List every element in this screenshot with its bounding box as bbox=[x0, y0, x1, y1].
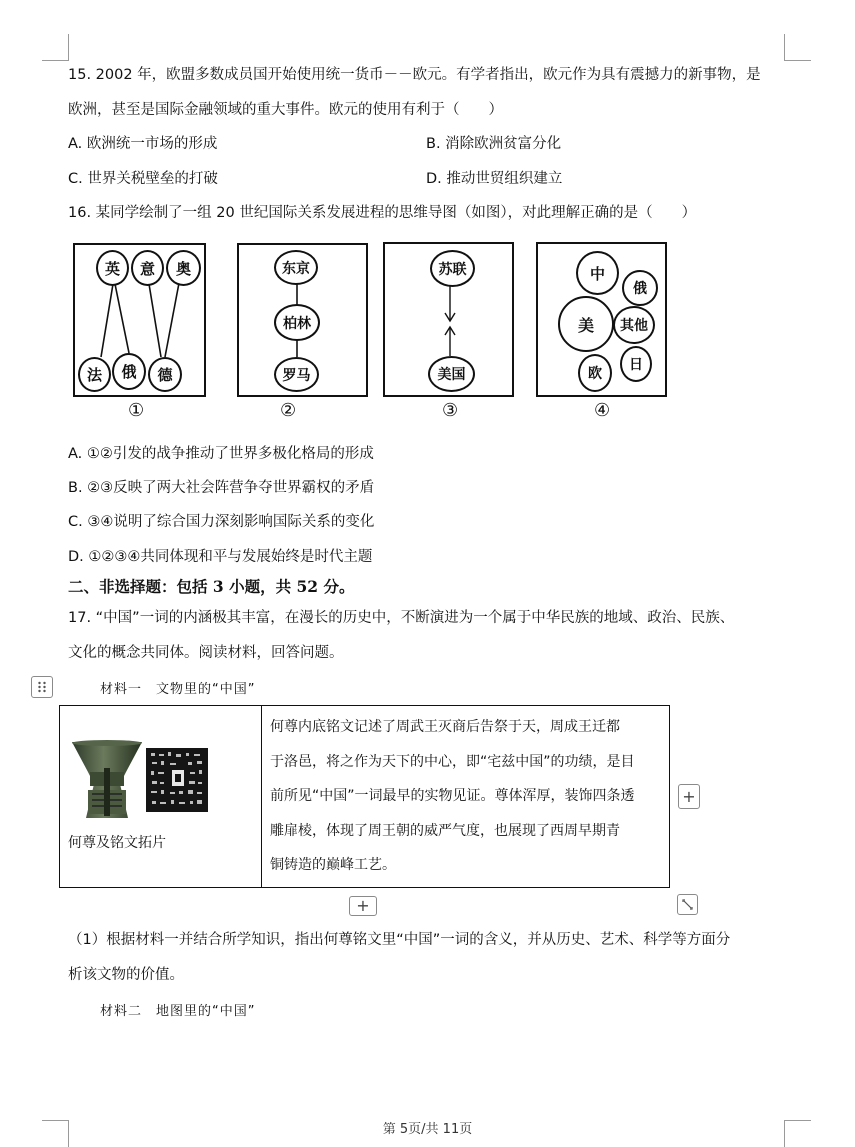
node-austria: 奥 bbox=[166, 250, 201, 286]
node-france: 法 bbox=[78, 357, 111, 392]
node-rome: 罗马 bbox=[274, 357, 319, 392]
q15-stem-line1: 15. 2002 年，欧盟多数成员国开始使用统一货币－－欧元。有学者指出，欧元作为具有震撼力的新事物，是 bbox=[68, 67, 761, 83]
node-russia: 俄 bbox=[112, 353, 146, 390]
node-ussr: 苏联 bbox=[430, 250, 475, 287]
q15-option-a: A. 欧洲统一市场的形成 bbox=[68, 136, 218, 152]
node-america: 美 bbox=[558, 296, 614, 352]
node-china: 中 bbox=[576, 251, 619, 295]
resize-icon bbox=[682, 899, 693, 910]
node-usa: 美国 bbox=[428, 356, 475, 392]
q16-option-a: A. ①②引发的战争推动了世界多极化格局的形成 bbox=[68, 446, 374, 462]
material-1-text-line: 雕扉棱，体现了周王朝的威严气度，也展现了西周早期青 bbox=[270, 822, 620, 839]
node-japan: 日 bbox=[620, 346, 652, 382]
material-1-title: 材料一 文物里的“中国” bbox=[100, 682, 256, 697]
material-2-title: 材料二 地图里的“中国” bbox=[100, 1004, 256, 1019]
q17-sub1-line2: 析该文物的价值。 bbox=[68, 967, 184, 983]
diagram-4-label: ④ bbox=[594, 400, 611, 421]
plus-icon: + bbox=[682, 786, 696, 806]
q15-option-d: D. 推动世贸组织建立 bbox=[426, 171, 563, 187]
material-1-text-line: 于洛邑，将之作为天下的中心，即“宅兹中国”的功绩，是目 bbox=[270, 753, 635, 770]
table-move-handle[interactable] bbox=[31, 676, 53, 698]
q16-stem: 16. 某同学绘制了一组 20 世纪国际关系发展进程的思维导图（如图），对此理解正确的是（ ） bbox=[68, 205, 697, 221]
plus-icon: + bbox=[356, 896, 370, 915]
q17-sub1-line1: （1）根据材料一并结合所学知识，指出何尊铭文里“中国”一词的含义，并从历史、艺术、科学等方面分 bbox=[68, 932, 731, 948]
diagram-1-label: ① bbox=[128, 400, 145, 421]
crop-mark-top-left bbox=[42, 34, 69, 61]
image-caption: 何尊及铭文拓片 bbox=[68, 835, 166, 851]
inscription-rubbing-image bbox=[146, 748, 208, 812]
table-divider bbox=[261, 706, 262, 887]
node-russia-2: 俄 bbox=[622, 270, 658, 306]
node-britain: 英 bbox=[96, 250, 129, 286]
he-zun-bronze-image bbox=[68, 738, 146, 826]
material-1-text-line: 铜铸造的巅峰工艺。 bbox=[270, 857, 396, 873]
q16-option-d: D. ①②③④共同体现和平与发展始终是时代主题 bbox=[68, 549, 373, 565]
q16-option-c: C. ③④说明了综合国力深刻影响国际关系的变化 bbox=[68, 514, 375, 530]
q15-stem-line2: 欧洲，甚至是国际金融领域的重大事件。欧元的使用有利于（ ） bbox=[68, 102, 503, 118]
diagram-3-label: ③ bbox=[442, 400, 459, 421]
diagram-2-label: ② bbox=[280, 400, 297, 421]
material-1-text-line: 前所见“中国”一词最早的实物见证。尊体浑厚，装饰四条透 bbox=[270, 788, 635, 804]
q17-stem-line1: 17. “中国”一词的内涵极其丰富，在漫长的历史中，不断演进为一个属于中华民族的地域、政治、民族、 bbox=[68, 610, 735, 626]
q15-option-b: B. 消除欧洲贫富分化 bbox=[426, 136, 562, 152]
q16-option-b: B. ②③反映了两大社会阵营争夺世界霸权的矛盾 bbox=[68, 480, 375, 496]
node-tokyo: 东京 bbox=[274, 250, 318, 285]
node-others: 其他 bbox=[613, 306, 655, 344]
node-italy: 意 bbox=[131, 250, 164, 286]
grip-icon bbox=[37, 681, 47, 693]
node-germany: 德 bbox=[148, 357, 182, 392]
q17-stem-line2: 文化的概念共同体。阅读材料，回答问题。 bbox=[68, 645, 344, 661]
add-column-button[interactable] bbox=[678, 784, 700, 809]
add-row-button[interactable] bbox=[349, 896, 377, 916]
section-heading: 二、非选择题：包括 3 小题，共 52 分。 bbox=[68, 577, 355, 596]
table-resize-handle[interactable] bbox=[677, 894, 698, 915]
crop-mark-top-right bbox=[784, 34, 811, 61]
material-table bbox=[59, 705, 670, 888]
material-1-text-line: 何尊内底铭文记述了周武王灭商后告祭于天，周成王迁都 bbox=[270, 719, 620, 735]
q15-option-c: C. 世界关税壁垒的打破 bbox=[68, 171, 218, 187]
material-1-text bbox=[270, 710, 665, 883]
node-berlin: 柏林 bbox=[274, 304, 320, 341]
page-number: 第 5页/共 11页 bbox=[382, 1122, 473, 1137]
node-europe: 欧 bbox=[578, 354, 612, 392]
